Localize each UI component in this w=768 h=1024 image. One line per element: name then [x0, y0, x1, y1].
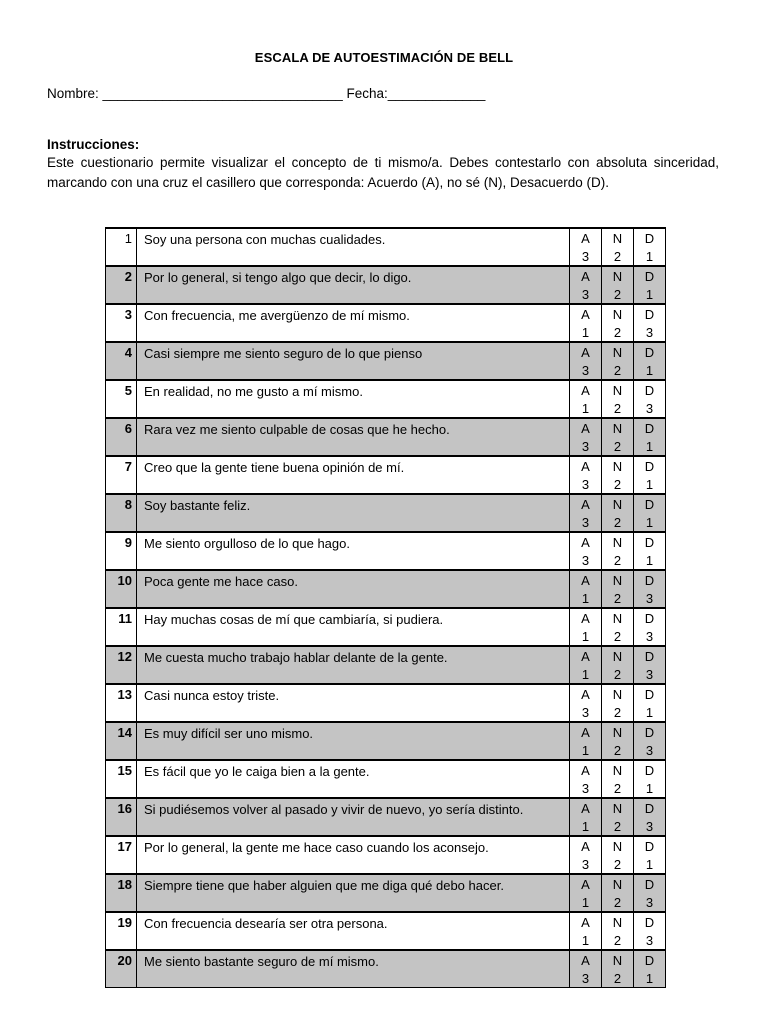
- table-row: [106, 836, 666, 874]
- item-statement: Me siento orgulloso de lo que hago.: [144, 536, 350, 551]
- option-score: 2: [613, 439, 622, 454]
- option-score: 2: [613, 591, 622, 606]
- item-number-cell: [106, 608, 137, 646]
- option-score: 2: [613, 325, 622, 340]
- option-disagree-cell[interactable]: [634, 228, 666, 266]
- option-letter: A: [581, 953, 590, 968]
- option-score: 1: [581, 401, 590, 416]
- option-disagree-cell[interactable]: [634, 456, 666, 494]
- option-unsure-cell[interactable]: [602, 608, 634, 646]
- item-number-cell: [106, 646, 137, 684]
- item-number-cell: [106, 456, 137, 494]
- option-disagree-cell[interactable]: [634, 684, 666, 722]
- item-statement-cell: [137, 912, 570, 950]
- table-row: [106, 912, 666, 950]
- option-unsure-cell[interactable]: [602, 646, 634, 684]
- option-score: 1: [581, 667, 590, 682]
- option-score: 3: [581, 477, 590, 492]
- option-unsure-cell[interactable]: [602, 570, 634, 608]
- item-number-cell: [106, 532, 137, 570]
- item-statement-cell: [137, 570, 570, 608]
- option-letter: A: [581, 611, 590, 626]
- item-number-cell: [106, 950, 137, 988]
- option-unsure-cell[interactable]: [602, 760, 634, 798]
- item-number-cell: [106, 380, 137, 418]
- table-row: [106, 646, 666, 684]
- option-score: 3: [581, 287, 590, 302]
- option-disagree-cell[interactable]: [634, 950, 666, 988]
- option-unsure-cell[interactable]: [602, 228, 634, 266]
- table-row: [106, 798, 666, 836]
- item-statement: Rara vez me siento culpable de cosas que he hecho.: [144, 422, 450, 437]
- option-unsure-cell[interactable]: [602, 684, 634, 722]
- option-score: 3: [645, 819, 654, 834]
- table-row: [106, 684, 666, 722]
- item-statement: Siempre tiene que haber alguien que me diga qué debo hacer.: [144, 878, 504, 893]
- option-letter: D: [644, 687, 655, 702]
- option-score: 3: [581, 705, 590, 720]
- option-agree-cell[interactable]: [570, 266, 602, 304]
- option-letter: A: [581, 307, 590, 322]
- option-unsure-cell[interactable]: [602, 532, 634, 570]
- table-row: [106, 532, 666, 570]
- instructions-heading: Instrucciones:: [47, 137, 140, 152]
- option-score: 1: [581, 895, 590, 910]
- option-letter: A: [581, 345, 590, 360]
- option-score: 1: [645, 515, 654, 530]
- option-score: 1: [581, 819, 590, 834]
- option-score: 1: [581, 629, 590, 644]
- table-row: [106, 304, 666, 342]
- item-number: 11: [118, 611, 132, 626]
- table-row: [106, 950, 666, 988]
- option-score: 3: [645, 895, 654, 910]
- option-score: 3: [645, 743, 654, 758]
- option-letter: N: [612, 915, 623, 930]
- option-unsure-cell[interactable]: [602, 266, 634, 304]
- option-letter: A: [581, 573, 590, 588]
- option-letter: N: [612, 269, 623, 284]
- option-disagree-cell[interactable]: [634, 266, 666, 304]
- option-letter: D: [644, 383, 655, 398]
- option-score: 1: [581, 325, 590, 340]
- option-score: 2: [613, 895, 622, 910]
- item-number: 3: [124, 307, 132, 322]
- option-score: 3: [581, 781, 590, 796]
- item-number: 4: [124, 345, 132, 360]
- table-row: [106, 266, 666, 304]
- option-disagree-cell[interactable]: [634, 836, 666, 874]
- option-letter: D: [644, 763, 655, 778]
- item-statement: Casi nunca estoy triste.: [144, 688, 280, 703]
- item-number-cell: [106, 342, 137, 380]
- item-statement-cell: [137, 494, 570, 532]
- option-agree-cell[interactable]: [570, 950, 602, 988]
- option-disagree-cell[interactable]: [634, 494, 666, 532]
- item-number: 7: [124, 459, 132, 474]
- option-letter: N: [612, 953, 623, 968]
- option-score: 1: [581, 743, 590, 758]
- option-score: 2: [613, 249, 622, 264]
- item-number-cell: [106, 570, 137, 608]
- option-agree-cell[interactable]: [570, 532, 602, 570]
- item-statement: Poca gente me hace caso.: [144, 574, 298, 589]
- option-score: 2: [613, 667, 622, 682]
- instructions-text: Este cuestionario permite visualizar el concepto de ti mismo/a. Debes contestarlo con absoluta sinceridad, marcando con una cruz el casillero que corresponda: Acuerdo (A), no sé (N), Desacuerdo (D).: [47, 155, 719, 190]
- item-statement-cell: [137, 380, 570, 418]
- scale-table: [105, 227, 666, 988]
- table-row: [106, 570, 666, 608]
- option-score: 3: [645, 933, 654, 948]
- option-letter: D: [644, 421, 655, 436]
- item-statement-cell: [137, 646, 570, 684]
- option-letter: D: [644, 269, 655, 284]
- option-letter: N: [612, 725, 623, 740]
- item-statement: Hay muchas cosas de mí que cambiaría, si pudiera.: [144, 612, 444, 627]
- option-disagree-cell[interactable]: [634, 722, 666, 760]
- option-disagree-cell[interactable]: [634, 760, 666, 798]
- option-score: 1: [581, 591, 590, 606]
- item-statement: En realidad, no me gusto a mí mismo.: [144, 384, 363, 399]
- option-score: 2: [613, 819, 622, 834]
- table-row: [106, 874, 666, 912]
- item-number: 2: [124, 269, 132, 284]
- item-number-cell: [106, 798, 137, 836]
- option-letter: A: [581, 421, 590, 436]
- item-statement: Me siento bastante seguro de mí mismo.: [144, 954, 379, 969]
- option-letter: A: [581, 649, 590, 664]
- option-disagree-cell[interactable]: [634, 570, 666, 608]
- item-statement: Con frecuencia, me avergüenzo de mí mismo.: [144, 308, 410, 323]
- option-unsure-cell[interactable]: [602, 874, 634, 912]
- option-disagree-cell[interactable]: [634, 798, 666, 836]
- item-number: 14: [117, 725, 132, 740]
- option-disagree-cell[interactable]: [634, 874, 666, 912]
- option-score: 1: [645, 249, 654, 264]
- item-statement-cell: [137, 532, 570, 570]
- option-letter: N: [612, 877, 623, 892]
- option-letter: N: [612, 459, 623, 474]
- option-agree-cell[interactable]: [570, 836, 602, 874]
- item-number-cell: [106, 418, 137, 456]
- item-statement-cell: [137, 874, 570, 912]
- option-score: 3: [581, 439, 590, 454]
- option-score: 2: [613, 477, 622, 492]
- option-score: 3: [645, 401, 654, 416]
- item-statement: Soy bastante feliz.: [144, 498, 251, 513]
- item-statement: Me cuesta mucho trabajo hablar delante de la gente.: [144, 650, 448, 665]
- option-letter: A: [581, 801, 590, 816]
- option-disagree-cell[interactable]: [634, 532, 666, 570]
- option-letter: D: [644, 725, 655, 740]
- option-score: 3: [581, 363, 590, 378]
- option-unsure-cell[interactable]: [602, 912, 634, 950]
- option-letter: D: [644, 915, 655, 930]
- option-letter: D: [644, 877, 655, 892]
- item-number-cell: [106, 304, 137, 342]
- item-statement-cell: [137, 418, 570, 456]
- option-letter: A: [581, 231, 590, 246]
- item-statement: Es fácil que yo le caiga bien a la gente.: [144, 764, 370, 779]
- item-number-cell: [106, 722, 137, 760]
- option-score: 2: [613, 401, 622, 416]
- option-unsure-cell[interactable]: [602, 418, 634, 456]
- option-score: 3: [645, 667, 654, 682]
- document-title: ESCALA DE AUTOESTIMACIÓN DE BELL: [254, 50, 514, 65]
- option-unsure-cell[interactable]: [602, 722, 634, 760]
- item-statement: Por lo general, si tengo algo que decir, lo digo.: [144, 270, 412, 285]
- option-disagree-cell[interactable]: [634, 342, 666, 380]
- option-score: 1: [645, 781, 654, 796]
- option-letter: A: [581, 459, 590, 474]
- item-number-cell: [106, 684, 137, 722]
- option-letter: A: [581, 725, 590, 740]
- option-score: 2: [613, 629, 622, 644]
- item-statement: Casi siempre me siento seguro de lo que pienso: [144, 346, 423, 361]
- option-letter: D: [644, 573, 655, 588]
- item-number: 10: [117, 573, 132, 588]
- option-letter: N: [612, 573, 623, 588]
- option-agree-cell[interactable]: [570, 570, 602, 608]
- option-agree-cell[interactable]: [570, 684, 602, 722]
- item-number: 15: [117, 763, 132, 778]
- option-letter: N: [612, 345, 623, 360]
- option-letter: A: [581, 687, 590, 702]
- option-agree-cell[interactable]: [570, 380, 602, 418]
- option-letter: N: [612, 421, 623, 436]
- item-statement-cell: [137, 684, 570, 722]
- option-score: 1: [645, 439, 654, 454]
- option-unsure-cell[interactable]: [602, 380, 634, 418]
- item-number: 16: [117, 801, 132, 816]
- option-letter: N: [612, 383, 623, 398]
- option-agree-cell[interactable]: [570, 722, 602, 760]
- option-score: 3: [581, 857, 590, 872]
- option-score: 3: [645, 629, 654, 644]
- table-row: [106, 722, 666, 760]
- option-score: 3: [581, 971, 590, 986]
- item-statement-cell: [137, 228, 570, 266]
- option-agree-cell[interactable]: [570, 228, 602, 266]
- item-number: 17: [117, 839, 132, 854]
- item-statement: Es muy difícil ser uno mismo.: [144, 726, 314, 741]
- option-score: 1: [645, 363, 654, 378]
- option-letter: D: [644, 497, 655, 512]
- option-letter: D: [644, 345, 655, 360]
- option-score: 1: [645, 477, 654, 492]
- item-number: 13: [117, 687, 132, 702]
- item-number-cell: [106, 228, 137, 266]
- option-score: 2: [613, 743, 622, 758]
- option-agree-cell[interactable]: [570, 646, 602, 684]
- option-letter: D: [644, 307, 655, 322]
- item-statement: Soy una persona con muchas cualidades.: [144, 232, 386, 247]
- option-letter: N: [612, 687, 623, 702]
- option-letter: A: [581, 763, 590, 778]
- item-statement-cell: [137, 304, 570, 342]
- option-unsure-cell[interactable]: [602, 304, 634, 342]
- option-score: 1: [645, 971, 654, 986]
- option-letter: N: [612, 611, 623, 626]
- item-number-cell: [106, 836, 137, 874]
- option-score: 3: [645, 591, 654, 606]
- option-unsure-cell[interactable]: [602, 456, 634, 494]
- item-statement-cell: [137, 342, 570, 380]
- option-score: 2: [613, 971, 622, 986]
- item-statement-cell: [137, 798, 570, 836]
- option-agree-cell[interactable]: [570, 418, 602, 456]
- option-score: 2: [613, 933, 622, 948]
- item-statement-cell: [137, 266, 570, 304]
- option-disagree-cell[interactable]: [634, 912, 666, 950]
- item-statement-cell: [137, 722, 570, 760]
- option-unsure-cell[interactable]: [602, 836, 634, 874]
- instructions-body: [47, 153, 719, 193]
- item-number: 18: [117, 877, 132, 892]
- item-statement: Con frecuencia desearía ser otra persona.: [144, 916, 388, 931]
- item-number-cell: [106, 266, 137, 304]
- option-disagree-cell[interactable]: [634, 418, 666, 456]
- option-letter: N: [612, 497, 623, 512]
- option-letter: N: [612, 649, 623, 664]
- option-letter: N: [612, 535, 623, 550]
- option-letter: N: [612, 839, 623, 854]
- item-number: 6: [124, 421, 132, 436]
- option-score: 3: [581, 249, 590, 264]
- table-row: [106, 494, 666, 532]
- option-agree-cell[interactable]: [570, 304, 602, 342]
- item-number-cell: [106, 760, 137, 798]
- option-disagree-cell[interactable]: [634, 646, 666, 684]
- item-statement: Creo que la gente tiene buena opinión de mí.: [144, 460, 405, 475]
- option-unsure-cell[interactable]: [602, 494, 634, 532]
- option-unsure-cell[interactable]: [602, 342, 634, 380]
- option-letter: D: [644, 953, 655, 968]
- option-score: 1: [581, 933, 590, 948]
- option-score: 3: [645, 325, 654, 340]
- option-agree-cell[interactable]: [570, 798, 602, 836]
- option-letter: D: [644, 231, 655, 246]
- option-score: 3: [581, 553, 590, 568]
- option-letter: D: [644, 611, 655, 626]
- option-letter: A: [581, 535, 590, 550]
- item-statement-cell: [137, 456, 570, 494]
- table-row: [106, 608, 666, 646]
- option-agree-cell[interactable]: [570, 760, 602, 798]
- option-score: 3: [581, 515, 590, 530]
- item-number-cell: [106, 874, 137, 912]
- option-letter: A: [581, 383, 590, 398]
- table-row: [106, 380, 666, 418]
- option-score: 2: [613, 553, 622, 568]
- option-letter: A: [581, 915, 590, 930]
- option-disagree-cell[interactable]: [634, 608, 666, 646]
- item-statement-cell: [137, 836, 570, 874]
- option-agree-cell[interactable]: [570, 456, 602, 494]
- table-row: [106, 456, 666, 494]
- item-number-cell: [106, 912, 137, 950]
- item-number: 5: [124, 383, 132, 398]
- option-score: 1: [645, 553, 654, 568]
- name-date-line: Nombre: ________________________________ Fecha:_____________: [47, 86, 486, 101]
- option-score: 2: [613, 705, 622, 720]
- item-statement-cell: [137, 608, 570, 646]
- option-letter: N: [612, 763, 623, 778]
- item-number: 1: [124, 231, 132, 246]
- table-row: [106, 342, 666, 380]
- option-letter: D: [644, 459, 655, 474]
- option-letter: D: [644, 649, 655, 664]
- item-statement-cell: [137, 760, 570, 798]
- item-number-cell: [106, 494, 137, 532]
- option-score: 2: [613, 515, 622, 530]
- table-row: [106, 228, 666, 266]
- option-score: 1: [645, 705, 654, 720]
- item-statement: Si pudiésemos volver al pasado y vivir de nuevo, yo sería distinto.: [144, 802, 524, 817]
- option-letter: N: [612, 307, 623, 322]
- option-letter: A: [581, 269, 590, 284]
- option-score: 1: [645, 287, 654, 302]
- table-row: [106, 760, 666, 798]
- option-score: 2: [613, 363, 622, 378]
- option-agree-cell[interactable]: [570, 342, 602, 380]
- option-letter: D: [644, 535, 655, 550]
- item-statement-cell: [137, 950, 570, 988]
- option-letter: N: [612, 801, 623, 816]
- option-disagree-cell[interactable]: [634, 304, 666, 342]
- option-score: 2: [613, 857, 622, 872]
- option-agree-cell[interactable]: [570, 912, 602, 950]
- item-number: 9: [124, 535, 132, 550]
- option-agree-cell[interactable]: [570, 874, 602, 912]
- option-letter: D: [644, 839, 655, 854]
- option-score: 1: [645, 857, 654, 872]
- option-disagree-cell[interactable]: [634, 380, 666, 418]
- item-statement: Por lo general, la gente me hace caso cuando los aconsejo.: [144, 840, 489, 855]
- option-letter: A: [581, 877, 590, 892]
- item-number: 19: [117, 915, 132, 930]
- option-letter: N: [612, 231, 623, 246]
- option-agree-cell[interactable]: [570, 494, 602, 532]
- option-letter: A: [581, 497, 590, 512]
- table-row: [106, 418, 666, 456]
- item-number: 20: [117, 953, 132, 968]
- item-number: 8: [124, 497, 132, 512]
- option-agree-cell[interactable]: [570, 608, 602, 646]
- option-score: 2: [613, 781, 622, 796]
- option-unsure-cell[interactable]: [602, 798, 634, 836]
- option-unsure-cell[interactable]: [602, 950, 634, 988]
- item-number: 12: [117, 649, 132, 664]
- option-score: 2: [613, 287, 622, 302]
- option-letter: A: [581, 839, 590, 854]
- option-letter: D: [644, 801, 655, 816]
